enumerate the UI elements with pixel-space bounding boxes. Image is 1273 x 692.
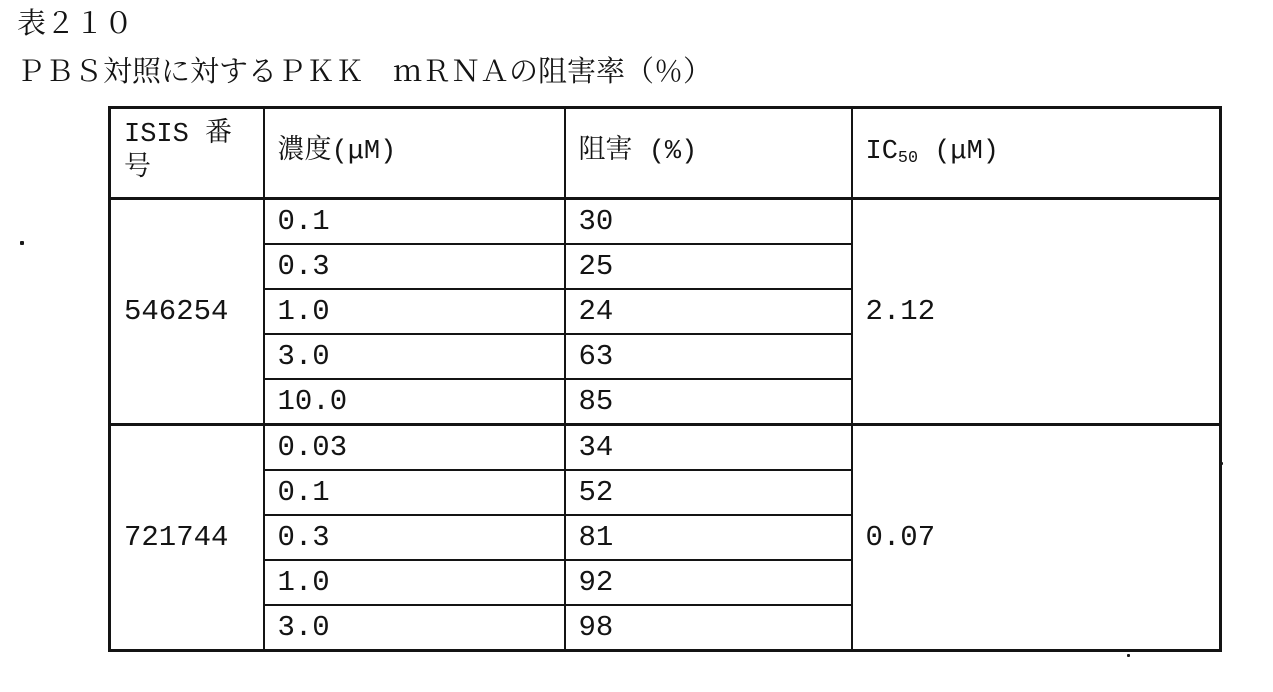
header-isis-number-label: ISIS 番号 [124, 120, 233, 184]
ic50-cell: 0.07 [852, 425, 1221, 651]
inhibition-cell: 85 [565, 379, 852, 425]
isis-number-cell: 721744 [110, 425, 264, 651]
concentration-cell: 0.03 [264, 425, 565, 471]
scan-noise-speck [20, 241, 24, 245]
table-row [110, 199, 1221, 245]
header-ic50 [852, 108, 1221, 199]
header-ic50-prefix: IC [865, 136, 898, 167]
ic50-cell: 2.12 [852, 199, 1221, 425]
inhibition-cell: 24 [565, 289, 852, 334]
header-ic50-unit: (μM) [918, 136, 1000, 167]
inhibition-cell: 98 [565, 605, 852, 651]
inhibition-cell: 30 [565, 199, 852, 245]
concentration-cell: 0.3 [264, 515, 565, 560]
inhibition-cell: 81 [565, 515, 852, 560]
inhibition-cell: 52 [565, 470, 852, 515]
scan-noise-speck [1221, 462, 1223, 465]
header-concentration: 濃度(μM) [264, 108, 565, 199]
concentration-cell: 0.3 [264, 244, 565, 289]
concentration-cell: 3.0 [264, 605, 565, 651]
concentration-cell: 3.0 [264, 334, 565, 379]
table-number-title: 表２１０ [17, 9, 134, 42]
concentration-cell: 0.1 [264, 199, 565, 245]
inhibition-cell: 63 [565, 334, 852, 379]
header-isis-number [110, 108, 264, 199]
scan-noise-speck [1127, 654, 1130, 657]
table-header-row [110, 108, 1221, 199]
table-row [110, 425, 1221, 471]
inhibition-cell: 25 [565, 244, 852, 289]
header-ic50-subscript: 50 [897, 149, 918, 169]
concentration-cell: 1.0 [264, 289, 565, 334]
table-caption: ＰＢＳ対照に対するＰＫＫ ｍＲＮＡの阻害率（％） [16, 57, 713, 90]
inhibition-cell: 92 [565, 560, 852, 605]
inhibition-data-table [108, 106, 1222, 652]
data-table-container [108, 106, 1222, 652]
concentration-cell: 10.0 [264, 379, 565, 425]
header-inhibition: 阻害 (%) [565, 108, 852, 199]
concentration-cell: 0.1 [264, 470, 565, 515]
isis-number-cell: 546254 [110, 199, 264, 425]
inhibition-cell: 34 [565, 425, 852, 471]
concentration-cell: 1.0 [264, 560, 565, 605]
